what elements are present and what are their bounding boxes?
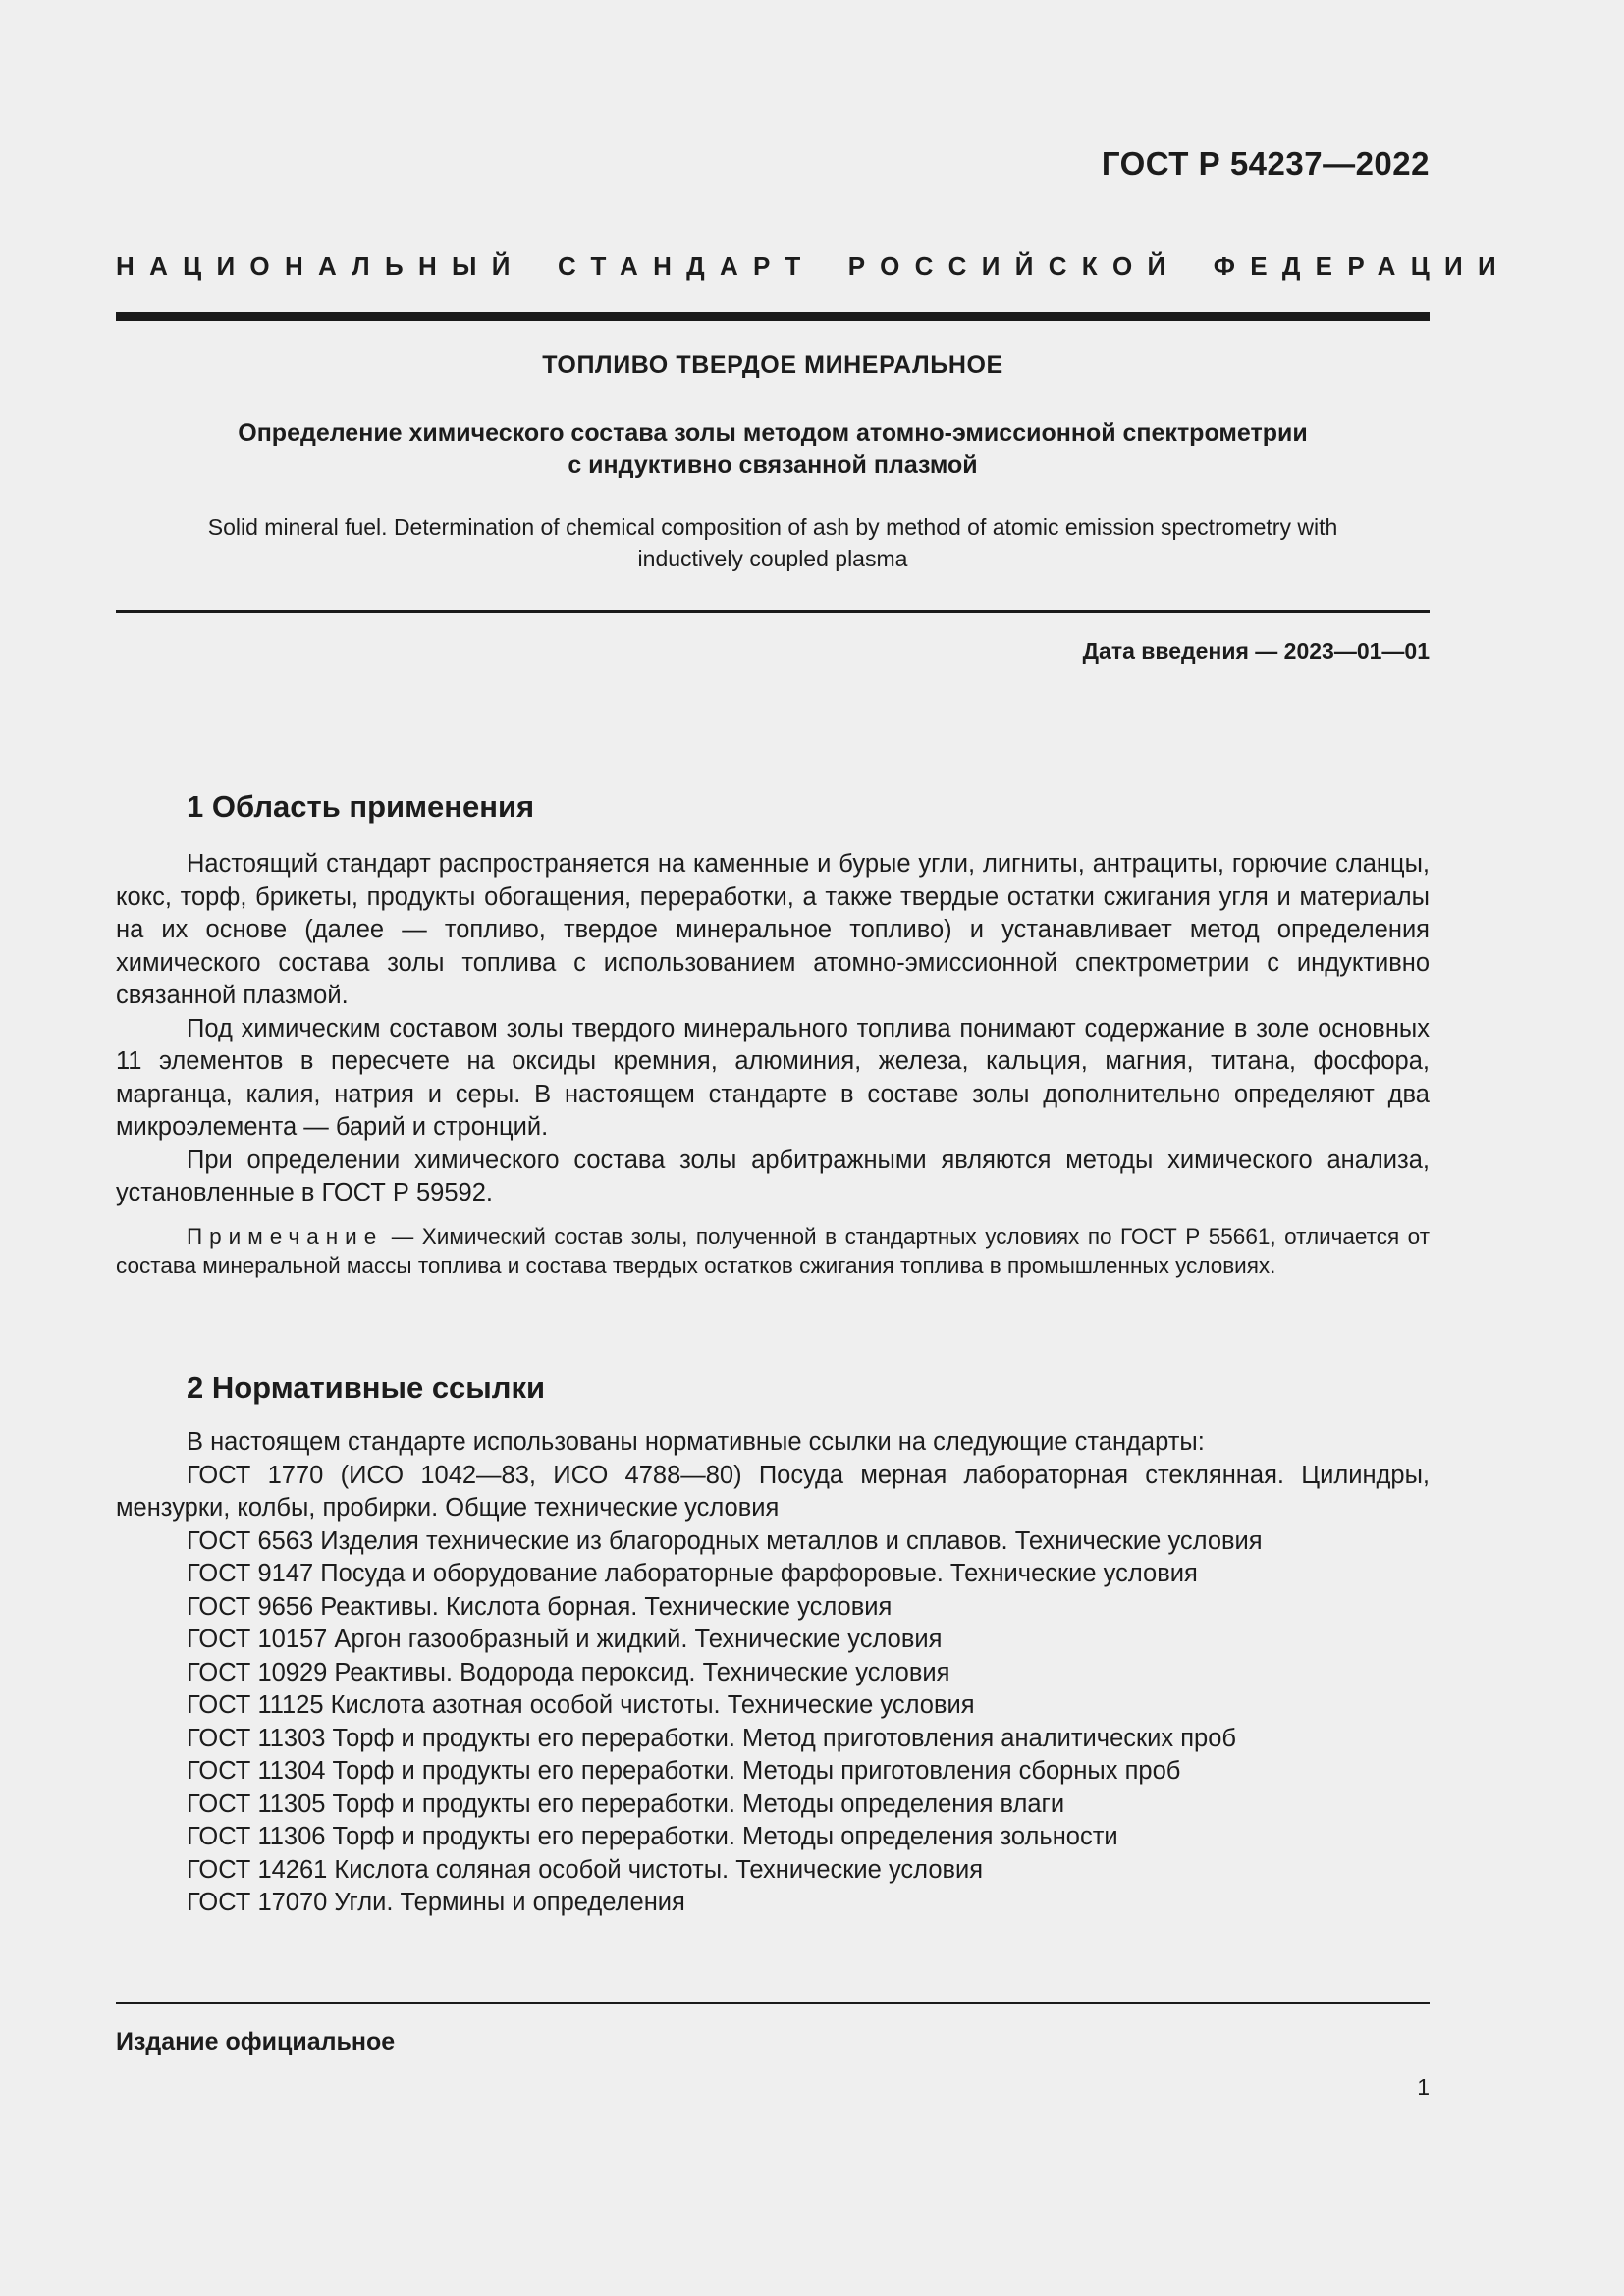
- reference-item: ГОСТ 1770 (ИСО 1042—83, ИСО 4788—80) Посуда мерная лабораторная стеклянная. Цилиндры, мензурки, колбы, пробирки. Общие технические условия: [116, 1461, 1430, 1522]
- document-subtitle: [116, 417, 1430, 482]
- footer-rule: [116, 2002, 1430, 2004]
- reference-item: ГОСТ 11125 Кислота азотная особой чистоты. Технические условия: [187, 1691, 975, 1719]
- section-1-heading: 1 Область применения: [187, 789, 535, 824]
- reference-item: ГОСТ 9656 Реактивы. Кислота борная. Технические условия: [187, 1592, 893, 1621]
- reference-item: ГОСТ 9147 Посуда и оборудование лабораторные фарфоровые. Технические условия: [187, 1560, 1198, 1587]
- reference-item: ГОСТ 11306 Торф и продукты его переработки. Методы определения зольности: [187, 1823, 1118, 1850]
- page-number: 1: [1417, 2074, 1430, 2100]
- introduction-date: Дата введения — 2023—01—01: [1082, 638, 1430, 664]
- document-title: ТОПЛИВО ТВЕРДОЕ МИНЕРАЛЬНОЕ: [542, 351, 1003, 379]
- note-text: — Химический состав золы, полученной в стандартных условиях по ГОСТ Р 55661, отличается от состава минеральной массы топлива и состава твердых остатков сжигания топлива в промышленных условиях.: [116, 1224, 1430, 1278]
- header-thick-rule: [116, 312, 1430, 321]
- banner-word: НАЦИОНАЛЬНЫЙ: [116, 251, 525, 281]
- reference-item: ГОСТ 11305 Торф и продукты его переработки. Методы определения влаги: [187, 1789, 1065, 1818]
- note-label: Примечание: [187, 1224, 384, 1249]
- banner-word: СТАНДАРТ: [558, 251, 816, 281]
- reference-item: ГОСТ 6563 Изделия технические из благородных металлов и сплавов. Технические условия: [187, 1526, 1263, 1555]
- english-title: [116, 511, 1430, 574]
- reference-item: ГОСТ 17070 Угли. Термины и определения: [187, 1889, 685, 1916]
- banner-word: РОССИЙСКОЙ: [847, 251, 1181, 281]
- reference-item: ГОСТ 11303 Торф и продукты его переработки. Метод приготовления аналитических проб: [187, 1724, 1237, 1752]
- reference-item: ГОСТ 14261 Кислота соляная особой чистоты. Технические условия: [187, 1855, 984, 1884]
- subtitle-line: Определение химического состава золы методом атомно-эмиссионной спектрометрии: [238, 419, 1308, 447]
- english-title-line: inductively coupled plasma: [637, 546, 908, 571]
- paragraph: Под химическим составом золы твердого минерального топлива понимают содержание в золе основных 11 элементов в пересчете на оксиды кремния, алюминия, железа, кальция, магния, титана, фосфора, марганца, калия, натрия и серы. В настоящем стандарте в составе золы дополнительно определяют два микроэлемента — барий и стронций.: [116, 1014, 1430, 1141]
- subtitle-line: с индуктивно связанной плазмой: [568, 452, 978, 479]
- paragraph: При определении химического состава золы арбитражными являются методы химического анализа, установленные в ГОСТ Р 59592.: [116, 1146, 1430, 1206]
- reference-item: ГОСТ 10157 Аргон газообразный и жидкий. Технические условия: [187, 1626, 943, 1653]
- normative-references: [116, 1426, 1430, 1920]
- reference-item: ГОСТ 10929 Реактивы. Водорода пероксид. Технические условия: [187, 1658, 950, 1686]
- national-standard-banner: [116, 251, 1512, 282]
- references-intro: В настоящем стандарте использованы нормативные ссылки на следующие стандарты:: [187, 1428, 1205, 1456]
- english-title-line: Solid mineral fuel. Determination of chemical composition of ash by method of atomic emission spectrometry with: [207, 514, 1338, 540]
- title-rule: [116, 610, 1430, 613]
- standard-number: ГОСТ Р 54237—2022: [1101, 145, 1430, 182]
- reference-item: ГОСТ 11304 Торф и продукты его переработки. Методы приготовления сборных проб: [187, 1757, 1181, 1785]
- section-1-note: [116, 1222, 1430, 1281]
- banner-word: ФЕДЕРАЦИИ: [1213, 251, 1512, 281]
- paragraph: Настоящий стандарт распространяется на каменные и бурые угли, лигниты, антрациты, горючие сланцы, кокс, торф, брикеты, продукты обогащения, переработки, а также твердые остатки сжигания угля и материалы на их основе (далее — топливо, твердое минеральное топливо) и устанавливает метод определения химического состава золы топлива с использованием атомно-эмиссионной спектрометрии с индуктивно связанной плазмой.: [116, 850, 1430, 1009]
- section-1-body: [116, 848, 1430, 1210]
- document-page: [116, 0, 1512, 2296]
- section-2-heading: 2 Нормативные ссылки: [187, 1370, 546, 1405]
- official-edition-label: Издание официальное: [116, 2028, 396, 2056]
